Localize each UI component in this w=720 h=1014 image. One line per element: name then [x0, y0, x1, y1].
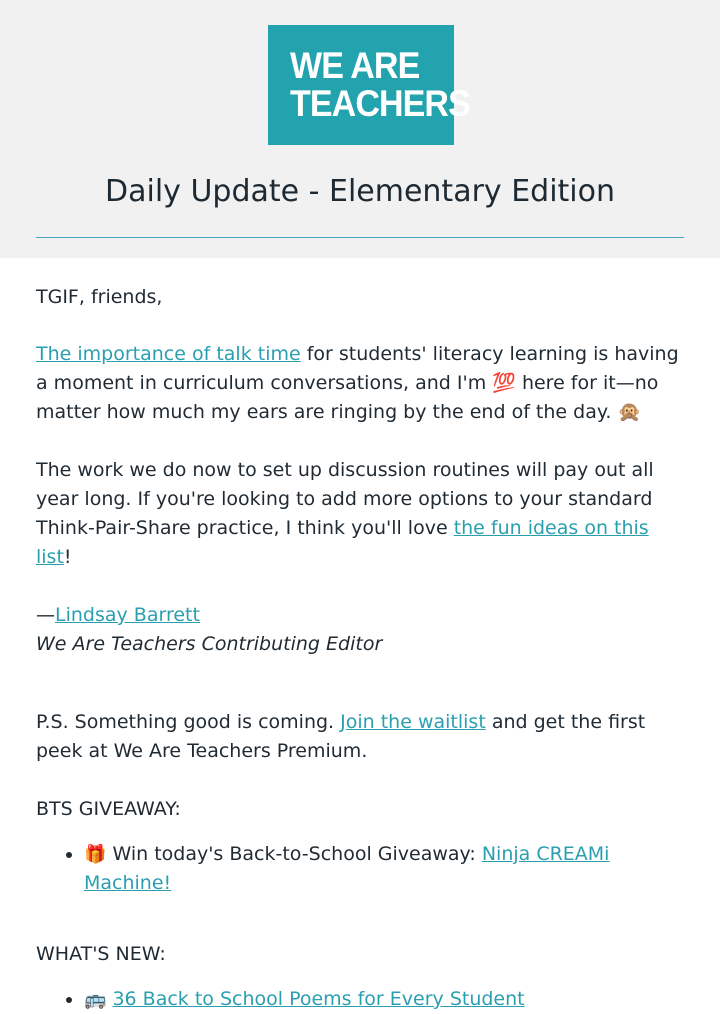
list-item	[84, 840, 684, 898]
join-waitlist-link[interactable]: Join the waitlist	[340, 711, 486, 733]
list-item	[84, 985, 684, 1014]
signature	[36, 601, 684, 630]
logo-line-2: TEACHERS	[290, 83, 470, 124]
talk-time-link[interactable]: The importance of talk time	[36, 343, 301, 365]
postscript-end: and get the first peek at We Are Teachers Premium.	[36, 711, 646, 762]
bus-icon: 🚌	[84, 989, 107, 1010]
giveaway-heading: BTS GIVEAWAY:	[36, 798, 181, 820]
giveaway-list	[36, 840, 684, 898]
paragraph-talk-time-text: for students' literacy learning is having a moment in curriculum conversations, and I'm 💯 here for it—no matter how much my ears are ringing by the end of the day. 🙊	[36, 343, 679, 423]
whats-new-heading: WHAT'S NEW:	[36, 943, 166, 965]
ninja-creami-link[interactable]: Ninja CREAMi Machine!	[84, 843, 610, 894]
signature-dash: —	[36, 604, 55, 626]
postscript	[36, 708, 684, 766]
whats-new-list	[36, 985, 684, 1014]
logo-text	[290, 47, 470, 123]
postscript-text: P.S. Something good is coming.	[36, 711, 341, 733]
email-body	[0, 258, 720, 1014]
author-link[interactable]: Lindsay Barrett	[55, 604, 200, 626]
giveaway-text: Win today's Back-to-School Giveaway:	[106, 843, 482, 865]
fun-ideas-link[interactable]: the fun ideas on this list	[36, 517, 649, 568]
paragraph-discussion-routines	[36, 456, 684, 572]
logo-line-1: WE ARE	[290, 45, 420, 86]
newsletter-title: Daily Update - Elementary Edition	[105, 174, 615, 209]
signature-role: We Are Teachers Contributing Editor	[36, 633, 383, 655]
paragraph-discussion-end: !	[63, 546, 72, 568]
paragraph-discussion-text: The work we do now to set up discussion routines will pay out all year long. If you're looking to add more options to your standard Think-Pair-Share practice, I think you'll love	[36, 459, 654, 539]
back-to-school-poems-link[interactable]: 36 Back to School Poems for Every Student	[112, 988, 525, 1010]
greeting: TGIF, friends,	[36, 286, 163, 308]
email-header	[0, 0, 720, 258]
paragraph-talk-time	[36, 340, 684, 427]
we-are-teachers-logo[interactable]	[268, 25, 470, 158]
gift-icon: 🎁	[84, 844, 107, 865]
header-divider	[36, 237, 684, 238]
